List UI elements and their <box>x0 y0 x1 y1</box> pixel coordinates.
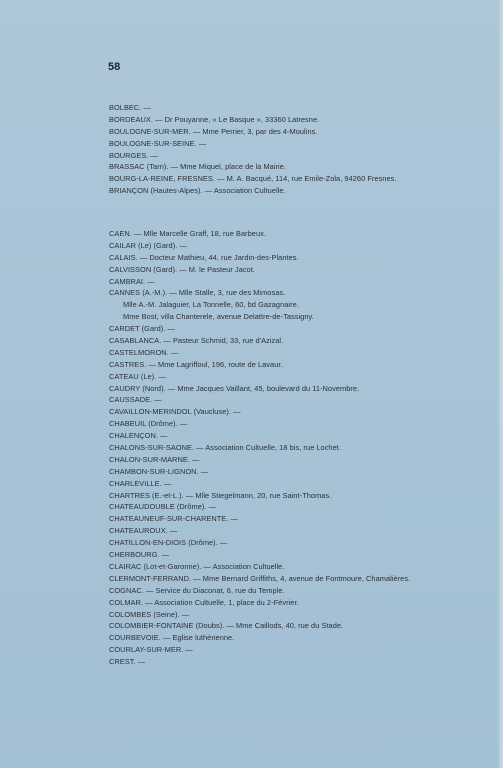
entry-line: CHARLEVILLE. — <box>109 478 172 488</box>
entry-line: CANNES (A.-M.). — Mlle Stalle, 3, rue des Mimosas. <box>109 288 286 298</box>
entry-line: CAMBRAI. — <box>109 276 155 286</box>
entries-section-b <box>109 102 499 197</box>
entry-line-indented: Mlle A.-M. Jalaguier, La Tonnelle, 60, bd Gazagnaire. <box>123 300 299 310</box>
entry-line: CARDET (Gard). — <box>109 324 175 334</box>
entry-line: BOLBEC. — <box>109 103 151 112</box>
entry-line: CLAIRAC (Lot-et-Garonne). — Association Cultuelle. <box>109 561 285 571</box>
entry-line: CHABEUIL (Drôme). — <box>109 419 188 429</box>
entry-line-indented: Mme Bost, villa Chanterele, avenue Delattre-de-Tassigny. <box>123 312 314 322</box>
entry-line: CHATEAUDOUBLE (Drôme). — <box>109 502 217 512</box>
entry-line: CHAMBON-SUR-LIGNON. — <box>109 466 209 476</box>
entry-line: CATEAU (Le). — <box>109 371 166 381</box>
entry-line: CASTELMORON. — <box>109 347 179 357</box>
entry-line: CALAIS. — Docteur Mathieu, 44, rue Jardin-des-Plantes. <box>109 252 299 262</box>
entry-line: CAUSSADE. — <box>109 395 162 405</box>
entry-line: COLOMBES (Seine). — <box>109 609 190 619</box>
entry-line: CAVAILLON-MERINDOL (Vaucluse). — <box>109 407 241 417</box>
entry-line: COGNAC. — Service du Diaconat, 6, rue du Temple. <box>109 585 285 595</box>
entry-line: COURLAY-SUR-MER. — <box>109 645 193 655</box>
entry-line: CALVISSON (Gard). — M. le Pasteur Jacot. <box>109 264 256 274</box>
page-number: 58 <box>108 61 121 73</box>
entry-line: CHALENÇON. — <box>109 431 168 441</box>
entry-line: CHARTRES (E.-et-L.). — Mlle Stiegelmann, 20, rue Saint-Thomas. <box>109 490 332 500</box>
entry-line: BOULOGNE-SUR-MER. — Mme Perrier, 3, par des 4-Moulins. <box>109 126 318 136</box>
entries-section-c <box>109 228 499 668</box>
entry-line: BOULOGNE-SUR-SEINE. — <box>109 138 207 148</box>
entry-line: CHATILLON-EN-DIOIS (Drôme). — <box>109 538 228 548</box>
entry-line: CHALON-SUR-MARNE. — <box>109 454 200 464</box>
entry-line: CAUDRY (Nord). — Mme Jacques Vaillant, 45, boulevard du 11-Novembre. <box>109 383 360 393</box>
entry-line: COLMAR. — Association Cultuelle, 1, place du 2-Février. <box>109 597 299 607</box>
entry-line: CLERMONT-FERRAND. — Mme Bernard Griffiths, 4, avenue de Fontmoure, Chamalières. <box>109 573 411 583</box>
entry-line: CASABLANCA. — Pasteur Schmid, 33, rue d'Azizal. <box>109 336 284 346</box>
entry-line: CHERBOURG. — <box>109 550 170 560</box>
entry-line: CHATEAUROUX. — <box>109 526 178 536</box>
entry-line: BRIANÇON (Hautes-Alpes). — Association Cultuelle. <box>109 186 286 196</box>
entry-line: BRASSAC (Tarn). — Mme Miquel, place de la Mairie. <box>109 162 287 172</box>
entry-line: CREST. — <box>109 657 146 667</box>
entry-line: CHALONS-SUR-SAONE. — Association Cultuelle, 18 bis, rue Lochet. <box>109 443 341 453</box>
entry-line: COURBEVOIE. — Eglise luthérienne. <box>109 633 235 643</box>
entry-line: BOURG-LA-REINE, FRESNES. — M. A. Bacqué, 114, rue Emile-Zola, 94260 Fresnes. <box>109 174 397 184</box>
entry-line: CAILAR (Le) (Gard). — <box>109 240 187 250</box>
entry-line: COLOMBIER-FONTAINE (Doubs). — Mme Caillods, 40, rue du Stade. <box>109 621 344 631</box>
entry-line: CHATEAUNEUF-SUR-CHARENTE. — <box>109 514 238 524</box>
entry-line: CAEN. — Mlle Marcelle Graff, 18, rue Barbeux. <box>109 229 266 238</box>
entry-line: BORDEAUX. — Dr Pouyanne, « Le Basque », 33360 Latresne. <box>109 114 320 124</box>
entry-line: BOURGES. — <box>109 150 158 160</box>
entry-line: CASTRES. — Mme Lagriffoul, 196, route de Lavaur. <box>109 359 283 369</box>
